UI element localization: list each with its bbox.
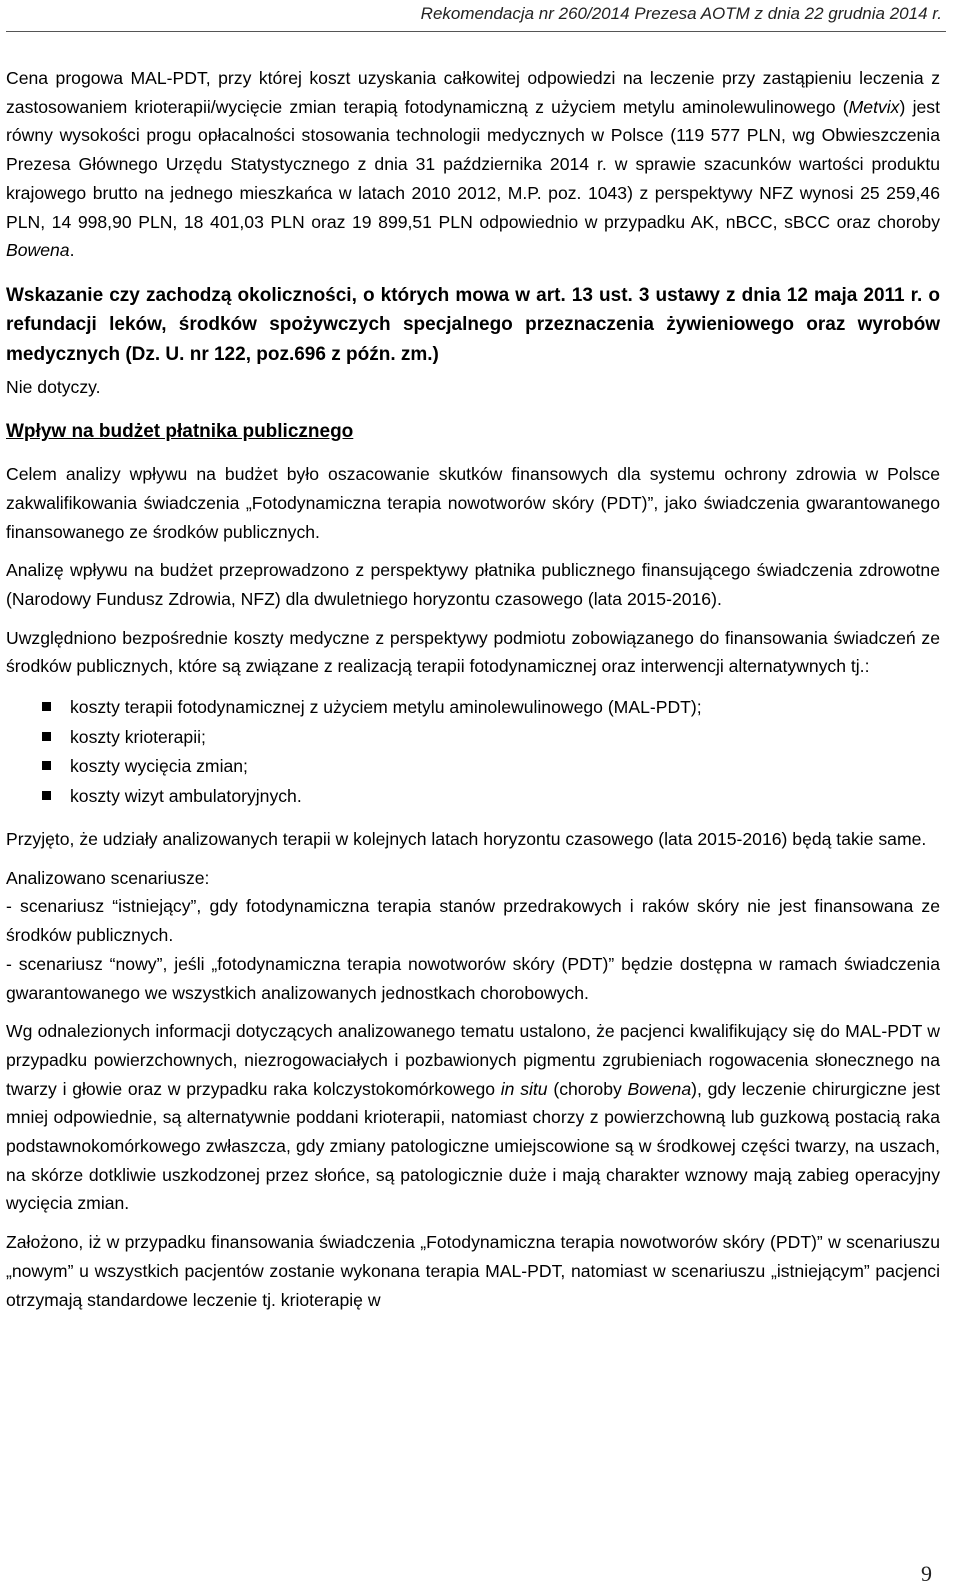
budget-impact-paragraph-3: Uwzględniono bezpośrednie koszty medyczne z perspektywy podmiotu zobowiązanego do finansowania świadczeń ze środków publicznych, które są związane z realizacją terapii fotodynamicznej oraz interwencji alternatywnych tj.: [6, 627, 940, 677]
list-item [6, 723, 940, 753]
shares-paragraph: Przyjęto, że udziały analizowanych terapii w kolejnych latach horyzontu czasowego (lata 2015-2016) będą takie same. [6, 829, 927, 850]
text-span: (choroby [547, 1078, 628, 1099]
text-span: ), gdy leczenie chirurgiczne jest mniej odpowiednie, są alternatywnie poddani krioterapii, natomiast chorzy z powierzchowną lub guzkową postacią raka podstawnokomórkowego zwłaszcza, gdy zmiany patologiczne umiejscowione są w środkowej części twarzy, na uszach, na skórze dotkliwie uszkodzonej przez słońce, są patologicznie duże i mają charakter wznowy mają zabieg operacyjny wycięcia zmian. [6, 1078, 940, 1214]
text-span: Cena progowa MAL-PDT, przy której koszt uzyskania całkowitej odpowiedzi na leczenie przy zastąpieniu leczenia z zastosowaniem krioterapii/wycięcie zmian terapią fotodynamiczną z użyciem metylu aminolewulinowego ( [6, 68, 940, 117]
italic-term-bowena: Bowena [627, 1078, 692, 1099]
text-span: ) jest równy wysokości progu opłacalności stosowania technologii medycznych w Polsce (119 577 PLN, wg Obwieszczenia Prezesa Głównego Urzędu Statystycznego z dnia 31 października 2014 r. w sprawie szacunków wartości produktu krajowego brutto na jednego mieszkańca w latach 2010 2012, M.P. poz. 1043) z perspektywy NFZ wynosi 25 259,46 PLN, 14 998,90 PLN, 18 401,03 PLN oraz 19 899,51 PLN odpowiednio w przypadku AK, nBCC, sBCC oraz choroby [6, 96, 940, 232]
art13-section-body: Nie dotyczy. [6, 377, 101, 398]
list-item-text: koszty terapii fotodynamicznej z użyciem metylu aminolewulinowego (MAL-PDT); [70, 697, 702, 718]
list-item-text: koszty krioterapii; [70, 726, 206, 747]
scenario-existing: - scenariusz “istniejący”, gdy fotodynamiczna terapia stanów przedrakowych i raków skóry nie jest finansowana ze środków publicznych. [6, 896, 940, 946]
list-item-text: koszty wizyt ambulatoryjnych. [70, 785, 302, 806]
list-item-text: koszty wycięcia zmian; [70, 756, 248, 777]
italic-term-in-situ: in situ [500, 1078, 548, 1099]
document-body [6, 64, 940, 1314]
bullet-square-icon [42, 791, 51, 800]
budget-impact-paragraph-1: Celem analizy wpływu na budżet było oszacowanie skutków finansowych dla systemu ochrony zdrowia w Polsce zakwalifikowania świadczenia „Fotodynamiczna terapia nowotworów skóry (PDT)”, jako świadczenia gwarantowanego finansowanego ze środków publicznych. [6, 464, 940, 542]
bullet-square-icon [42, 761, 51, 770]
bullet-square-icon [42, 702, 51, 711]
scenario-new: - scenariusz “nowy”, jeśli „fotodynamiczna terapia nowotworów skóry (PDT)” będzie dostępna w ramach świadczenia gwarantowanego we wszystkich analizowanych jednostkach chorobowych. [6, 953, 940, 1003]
text-span: Wg odnalezionych informacji dotyczących analizowanego tematu ustalono, że pacjenci kwalifikujący się do MAL-PDT w przypadku powierzchownych, niezrogowaciałych i pozbawionych pigmentu zgrubieniach rogowacenia słonecznego na twarzy i głowie oraz w przypadku raka kolczystokomórkowego [6, 1021, 940, 1099]
italic-term-bowena: Bowena [6, 240, 70, 261]
budget-impact-paragraph-2: Analizę wpływu na budżet przeprowadzono z perspektywy płatnika publicznego finansującego świadczenia zdrowotne (Narodowy Fundusz Zdrowia, NFZ) dla dwuletniego horyzontu czasowego (lata 2015-2016). [6, 560, 940, 609]
assumption-paragraph: Założono, iż w przypadku finansowania świadczenia „Fotodynamiczna terapia nowotworów skóry (PDT)” w scenariuszu „nowym” u wszystkich pacjentów zostanie wykonana terapia MAL-PDT, natomiast w scenariuszu „istniejącym” pacjenci otrzymają standardowe leczenie tj. krioterapię w [6, 1232, 940, 1310]
art13-section-heading: Wskazanie czy zachodzą okoliczności, o których mowa w art. 13 ust. 3 ustawy z dnia 12 maja 2011 r. o refundacji leków, środków spożywczych specjalnego przeznaczenia żywieniowego oraz wyrobów medycznych (Dz. U. nr 122, poz.696 z późn. zm.) [6, 284, 940, 365]
text-span: . [69, 240, 75, 261]
list-item [6, 693, 940, 723]
list-item [6, 752, 940, 782]
page-number: 9 [921, 1561, 932, 1586]
cost-list [6, 693, 940, 811]
header-divider [6, 31, 946, 32]
italic-term-metvix: Metvix [848, 96, 900, 117]
threshold-price-paragraph [6, 64, 940, 265]
scenarios-intro: Analizowano scenariusze: [6, 867, 210, 888]
bullet-square-icon [42, 732, 51, 741]
budget-impact-heading: Wpływ na budżet płatnika publicznego [6, 421, 354, 443]
patients-qualification-paragraph [6, 1017, 940, 1218]
list-item [6, 782, 940, 812]
running-header: Rekomendacja nr 260/2014 Prezesa AOTM z dnia 22 grudnia 2014 r. [420, 4, 942, 23]
